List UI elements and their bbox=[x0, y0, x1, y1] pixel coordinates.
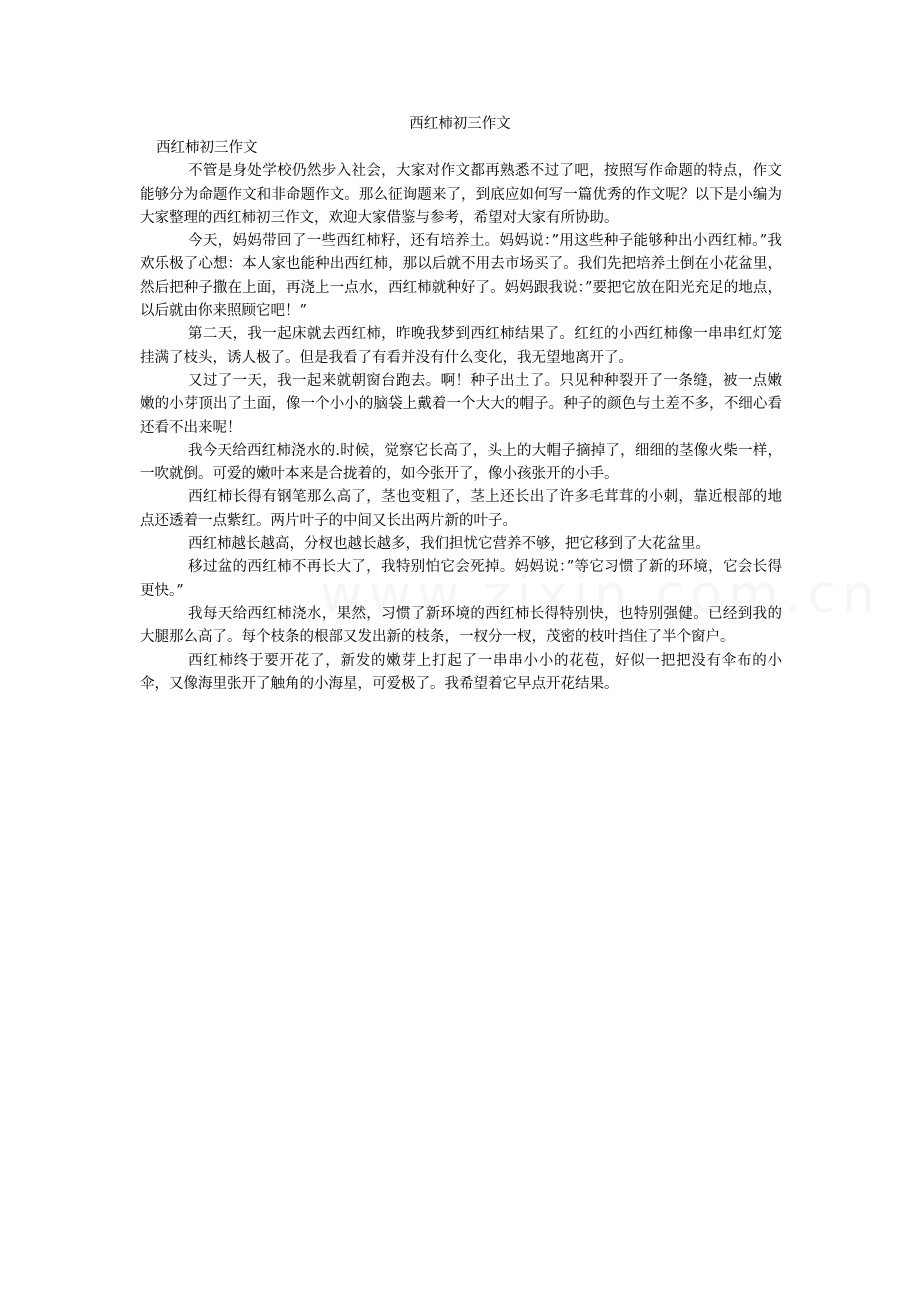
paragraph-4: 又过了一天，我一起来就朝窗台跑去。啊！种子出土了。只见种种裂开了一条缝，被一点嫩嫩的小芽顶出了土面，像一个小小的脑袋上戴着一个大大的帽子。种子的颜色与土差不多，不细心看还看不出来呢！ bbox=[140, 372, 782, 436]
paragraph-1: 不管是身处学校仍然步入社会，大家对作文都再熟悉不过了吧，按照写作命题的特点，作文能够分为命题作文和非命题作文。那么征询题来了，到底应如何写一篇优秀的作文呢？以下是小编为大家整理的西红柿初三作文，欢迎大家借鉴与参考，希望对大家有所协助。 bbox=[140, 163, 782, 226]
paragraph-5: 我今天给西红柿浇水的.时候，觉察它长高了，头上的大帽子摘掉了，细细的茎像火柴一样，一吹就倒。可爱的嫩叶本来是合拢着的，如今张开了，像小孩张开的小手。 bbox=[140, 442, 782, 483]
paragraph-9: 我每天给西红柿浇水，果然，习惯了新环境的西红柿长得特别快，也特别强健。已经到我的大腿那么高了。每个枝条的根部又发出新的枝条，一杈分一杈，茂密的枝叶挡住了半个窗户。 bbox=[140, 605, 782, 646]
paragraph-10: 西红柿终于要开花了，新发的嫩芽上打起了一串串小小的花苞，好似一把把没有伞布的小伞，又像海里张开了触角的小海星，可爱极了。我希望着它早点开花结果。 bbox=[140, 652, 782, 692]
paragraph-6: 西红柿长得有钢笔那么高了，茎也变粗了，茎上还长出了许多毛茸茸的小刺，靠近根部的地点还透着一点紫红。两片叶子的中间又长出两片新的叶子。 bbox=[140, 489, 782, 529]
document-subtitle: 西红柿初三作文 bbox=[156, 140, 258, 156]
paragraph-8: 移过盆的西红柿不再长大了，我特别怕它会死掉。妈妈说：”等它习惯了新的环境，它会长得更快。” bbox=[140, 559, 782, 599]
paragraph-3: 第二天，我一起床就去西红柿，昨晚我梦到西红柿结果了。红红的小西红柿像一串串红灯笼挂满了枝头，诱人极了。但是我看了有看并没有什么变化，我无望地离开了。 bbox=[140, 326, 782, 366]
document-title: 西红柿初三作文 bbox=[409, 116, 511, 132]
paragraph-7: 西红柿越长越高，分杈也越长越多，我们担忧它营养不够，把它移到了大花盆里。 bbox=[188, 536, 710, 553]
paragraph-2: 今天，妈妈带回了一些西红柿籽，还有培养土。妈妈说：”用这些种子能够种出小西红柿。”我欢乐极了心想：本人家也能种出西红柿，那以后就不用去市场买了。我们先把培养土倒在小花盆里，然后把种子撒在上面，再浇上一点水，西红柿就种好了。妈妈跟我说：”要把它放在阳光充足的地点，以后就由你来照顾它吧！” bbox=[140, 233, 782, 320]
document-body bbox=[140, 137, 782, 696]
